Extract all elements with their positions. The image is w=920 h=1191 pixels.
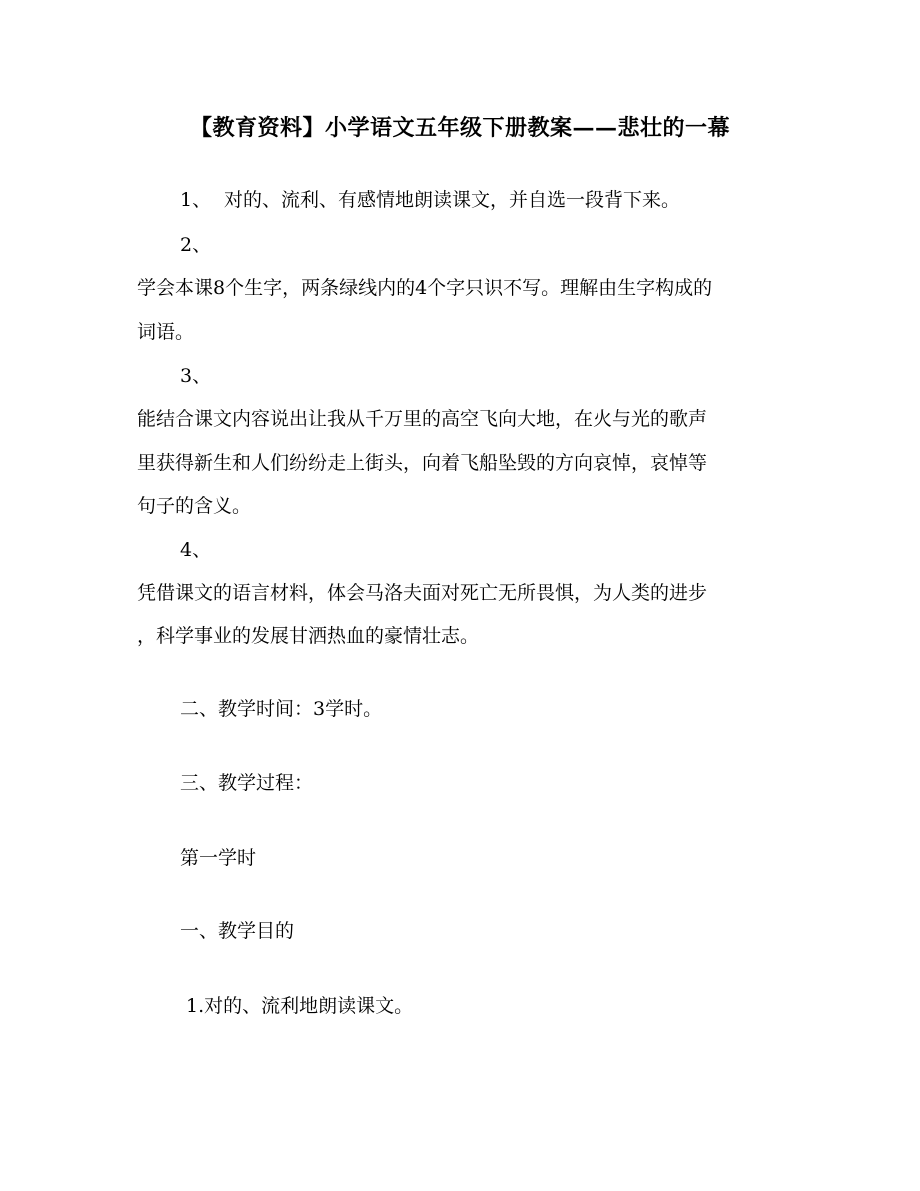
section-teaching-process: 三、教学过程：	[180, 772, 314, 794]
teaching-goal-heading: 一、教学目的	[180, 920, 295, 942]
objective-1-number: 1、	[180, 189, 212, 211]
document-title: 【教育资料】小学语文五年级下册教案——悲壮的一幕	[189, 115, 730, 141]
objective-1-text: 对的、流利、有感情地朗读课文，并自选一段背下来。	[224, 189, 681, 211]
objective-2-line-2: 词语。	[137, 321, 195, 343]
objective-4-number: 4、	[180, 539, 212, 561]
objective-2-number: 2、	[180, 234, 212, 256]
goal-item-1: 1.对的、流利地朗读课文。	[186, 995, 414, 1017]
objective-4-line-1: 凭借课文的语言材料，体会马洛夫面对死亡无所畏惧，为人类的进步	[137, 582, 708, 604]
objective-3-line-3: 句子的含义。	[137, 495, 252, 517]
section-teaching-time: 二、教学时间：3学时。	[180, 698, 383, 720]
objective-3-line-1: 能结合课文内容说出让我从千万里的高空飞向大地，在火与光的歌声	[137, 408, 708, 430]
objective-2-line-1: 学会本课8个生字，两条绿线内的4个字只识不写。理解由生字构成的	[137, 277, 713, 299]
objective-4-line-2: ，科学事业的发展甘洒热血的豪情壮志。	[137, 625, 480, 647]
objective-3-number: 3、	[180, 365, 212, 387]
objective-3-line-2: 里获得新生和人们纷纷走上街头，向着飞船坠毁的方向哀悼，哀悼等	[137, 452, 708, 474]
lesson-heading: 第一学时	[180, 847, 257, 869]
